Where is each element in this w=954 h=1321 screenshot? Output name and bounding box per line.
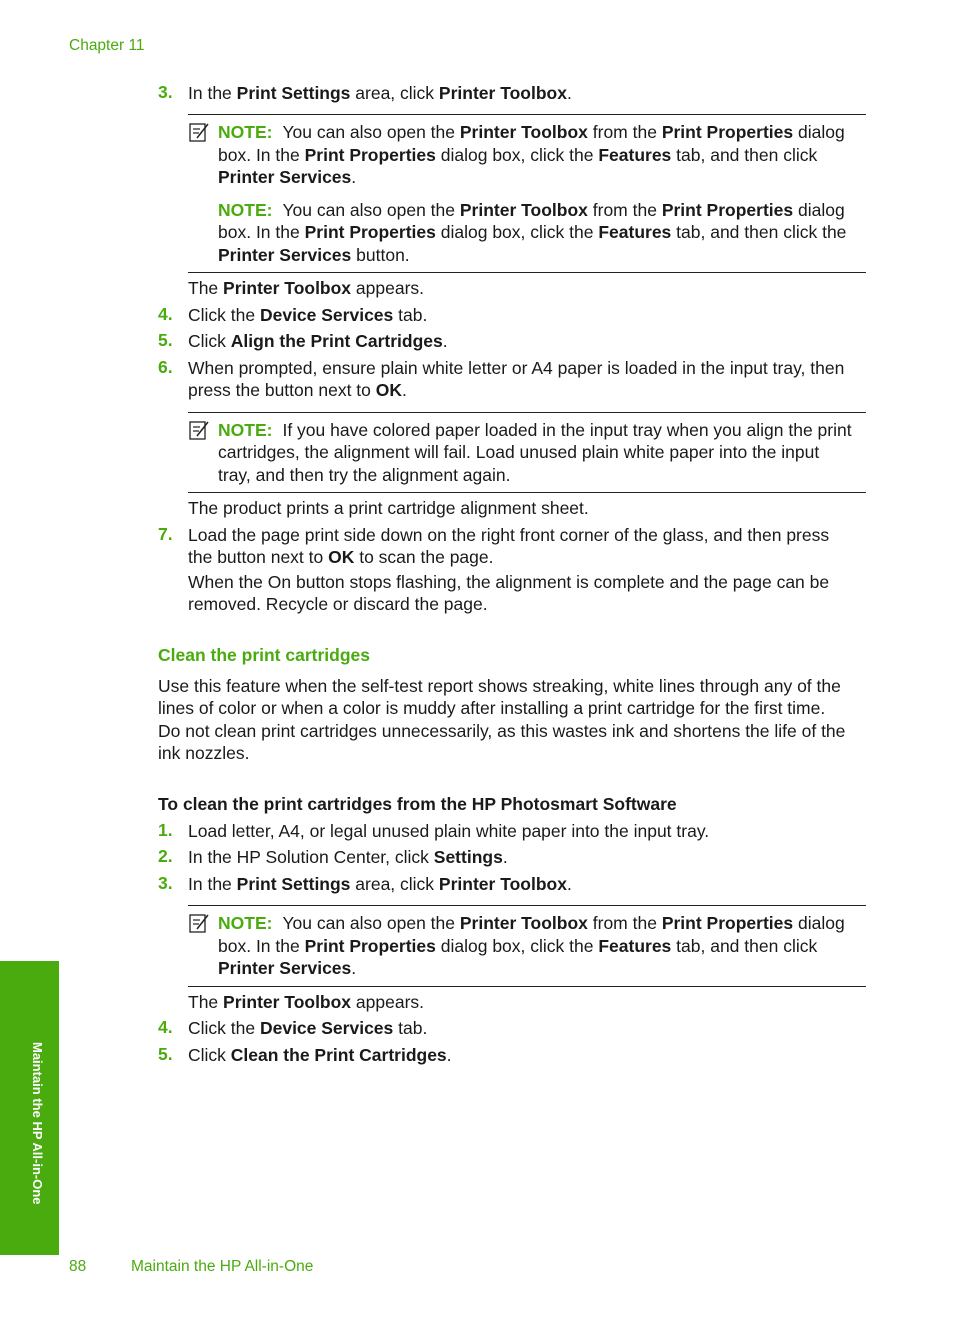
note-top-rule	[188, 114, 866, 115]
note-bottom-rule	[188, 986, 866, 987]
step-3-text: In the Print Settings area, click Printer Toolbox.	[188, 83, 572, 103]
note-line: NOTE: If you have colored paper loaded in the input tray when you align the print	[218, 420, 852, 440]
paragraph-line: Use this feature when the self-test report shows streaking, white lines through any of the	[158, 676, 841, 696]
note-line: Printer Services.	[218, 167, 357, 187]
note-top-rule	[188, 905, 866, 906]
paragraph-line: Do not clean print cartridges unnecessarily, as this wastes ink and shortens the life of the	[158, 721, 846, 741]
side-tab-label: Maintain the HP All-in-One	[30, 1042, 45, 1205]
note-line: NOTE: You can also open the Printer Toolbox from the Print Properties dialog	[218, 913, 845, 933]
step-number: 7.	[158, 524, 173, 544]
note-line: box. In the Print Properties dialog box, click the Features tab, and then click	[218, 936, 818, 956]
note-icon	[188, 419, 210, 441]
step-result: The product prints a print cartridge alignment sheet.	[188, 498, 589, 518]
note-bottom-rule	[188, 492, 866, 493]
note-line: cartridges, the alignment will fail. Load unused plain white paper into the input	[218, 442, 820, 462]
step-number: 3.	[158, 82, 173, 102]
step-number: 1.	[158, 820, 173, 840]
note-top-rule	[188, 412, 866, 413]
step-number: 4.	[158, 304, 173, 324]
step-number: 3.	[158, 873, 173, 893]
procedure-step-3: In the Print Settings area, click Printer Toolbox.	[188, 874, 572, 894]
step-4-text: Click the Device Services tab.	[188, 305, 428, 325]
paragraph-line: lines of color or when a color is muddy after installing a print cartridge for the first time.	[158, 698, 826, 718]
paragraph-line: ink nozzles.	[158, 743, 250, 763]
procedure-step-5: Click Clean the Print Cartridges.	[188, 1045, 452, 1065]
note-line: Printer Services button.	[218, 245, 410, 265]
note-icon	[188, 121, 210, 143]
step-7-line: Load the page print side down on the right front corner of the glass, and then press	[188, 525, 830, 545]
procedure-step-1: Load letter, A4, or legal unused plain white paper into the input tray.	[188, 821, 710, 841]
step-number: 4.	[158, 1017, 173, 1037]
step-5-text: Click Align the Print Cartridges.	[188, 331, 448, 351]
note-line: box. In the Print Properties dialog box, click the Features tab, and then click	[218, 145, 818, 165]
step-result: The Printer Toolbox appears.	[188, 992, 425, 1012]
note-line: Printer Services.	[218, 958, 357, 978]
section-heading: Clean the print cartridges	[158, 645, 370, 665]
procedure-step-2: In the HP Solution Center, click Settings.	[188, 847, 508, 867]
note-line: NOTE: You can also open the Printer Toolbox from the Print Properties dialog	[218, 122, 845, 142]
note-line: NOTE: You can also open the Printer Toolbox from the Print Properties dialog	[218, 200, 845, 220]
procedure-step-4: Click the Device Services tab.	[188, 1018, 428, 1038]
note-icon	[188, 912, 210, 934]
step-result: The Printer Toolbox appears.	[188, 278, 425, 298]
page-number: 88	[69, 1258, 87, 1275]
note-line: tray, and then try the alignment again.	[218, 465, 511, 485]
footer-title: Maintain the HP All-in-One	[131, 1258, 314, 1275]
step-number: 2.	[158, 846, 173, 866]
chapter-label: Chapter 11	[69, 37, 145, 54]
step-7-line: the button next to OK to scan the page.	[188, 547, 494, 567]
step-7-line: removed. Recycle or discard the page.	[188, 594, 488, 614]
step-number: 5.	[158, 330, 173, 350]
step-6-line: When prompted, ensure plain white letter or A4 paper is loaded in the input tray, then	[188, 358, 845, 378]
note-bottom-rule	[188, 272, 866, 273]
step-6-line: press the button next to OK.	[188, 380, 407, 400]
step-7-line: When the On button stops flashing, the alignment is complete and the page can be	[188, 572, 830, 592]
procedure-heading: To clean the print cartridges from the HP Photosmart Software	[158, 794, 677, 814]
step-number: 5.	[158, 1044, 173, 1064]
note-line: box. In the Print Properties dialog box, click the Features tab, and then click the	[218, 222, 847, 242]
step-number: 6.	[158, 357, 173, 377]
